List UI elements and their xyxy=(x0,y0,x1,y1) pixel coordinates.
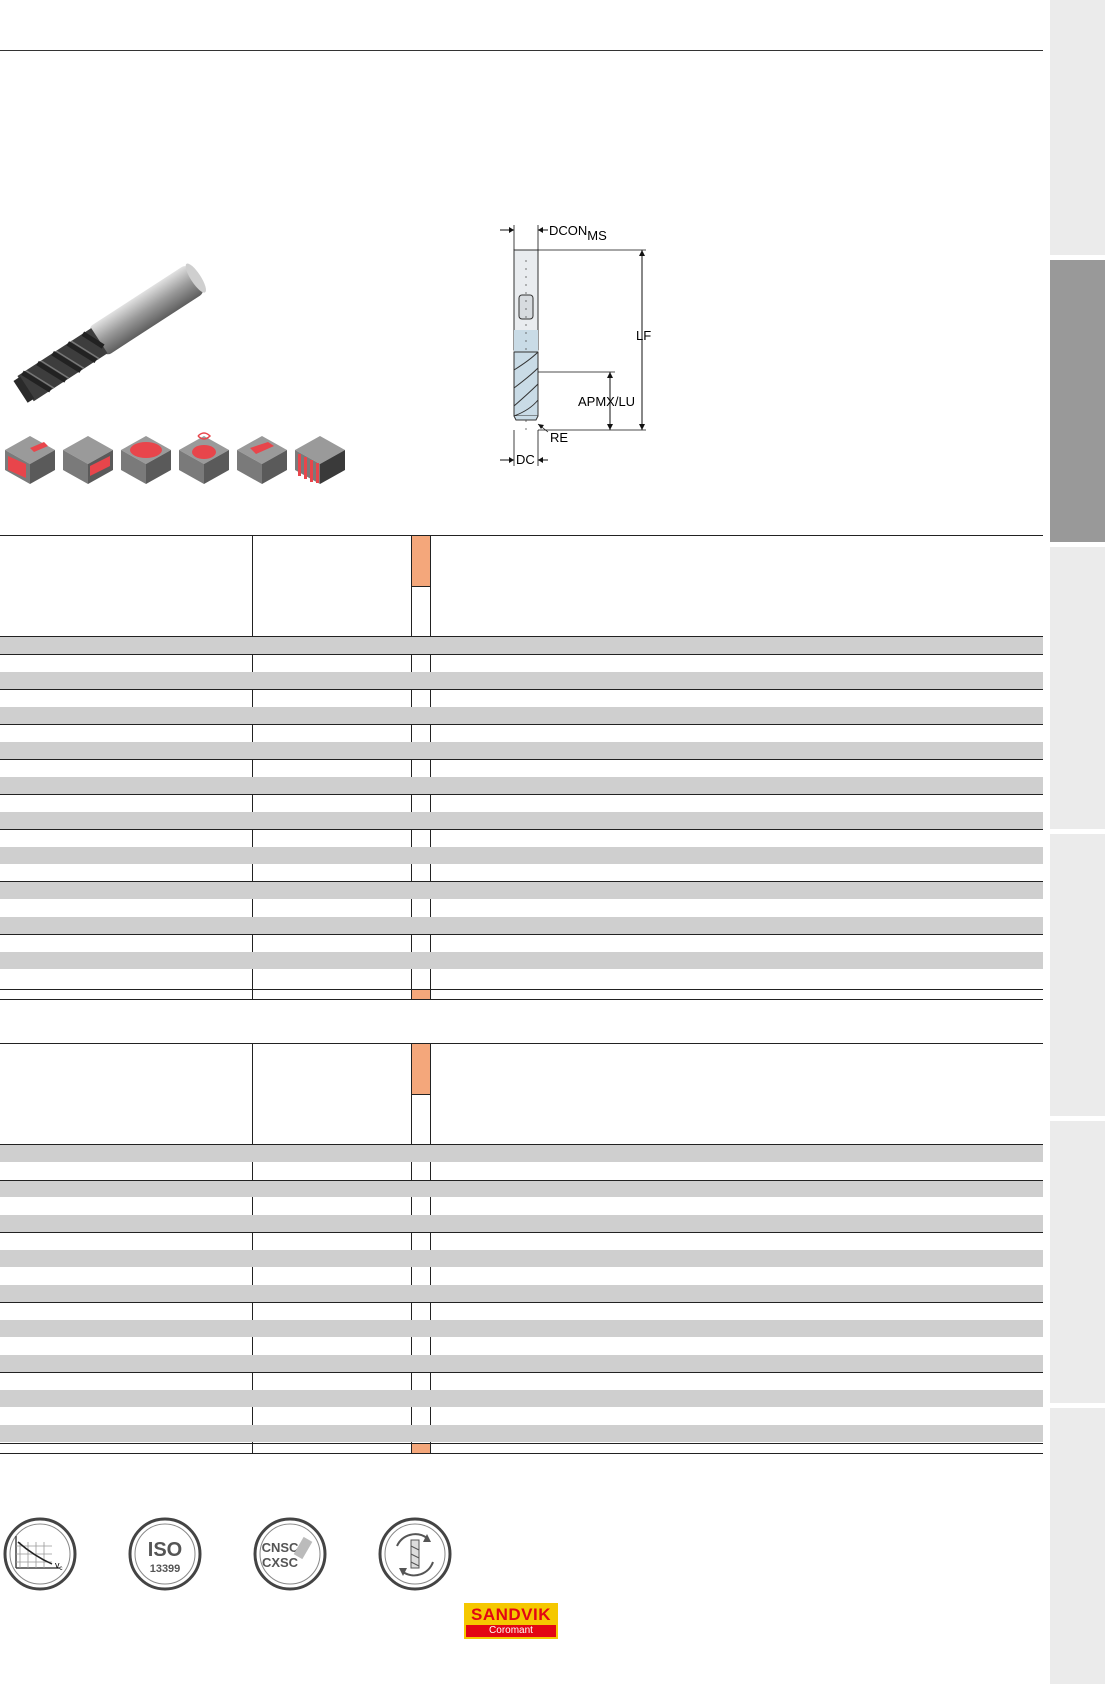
side-tab-6[interactable] xyxy=(1050,1408,1105,1684)
iso-13399-icon[interactable] xyxy=(130,1519,200,1589)
end-mill-photo xyxy=(0,255,225,415)
dc-label: DC xyxy=(516,452,535,467)
pocketing-icon xyxy=(121,436,171,484)
sandvik-coromant-logo xyxy=(464,1603,558,1639)
table-row xyxy=(0,1180,1043,1197)
svg-text:CXSC: CXSC xyxy=(261,1555,299,1570)
side-tab-1[interactable] xyxy=(1050,0,1105,255)
table-row xyxy=(0,637,1043,654)
table-row xyxy=(0,1215,1043,1232)
table-row xyxy=(0,1285,1043,1302)
table-row xyxy=(0,1145,1043,1162)
side-milling-icon xyxy=(295,436,345,484)
table-row xyxy=(0,847,1043,864)
table-row xyxy=(0,917,1043,934)
lf-label: LF xyxy=(636,328,652,343)
table-row xyxy=(0,882,1043,899)
product-table-2 xyxy=(0,1043,1043,1454)
footer-icons xyxy=(0,1516,460,1596)
logo-sub: Coromant xyxy=(489,1625,533,1636)
slot-milling-icon xyxy=(237,436,287,484)
cutting-data-chart-icon[interactable] xyxy=(5,1519,75,1589)
dcon-label: DCONMS xyxy=(549,223,607,243)
table-row xyxy=(0,1355,1043,1372)
table-row xyxy=(0,952,1043,969)
re-label: RE xyxy=(550,430,569,445)
svg-text:CNSC: CNSC xyxy=(261,1540,299,1555)
table-2-accent-top xyxy=(412,1044,430,1094)
side-tab-4[interactable] xyxy=(1050,834,1105,1116)
helical-ramping-icon xyxy=(179,433,229,484)
side-tab-2-active[interactable] xyxy=(1050,260,1105,542)
dimension-drawing xyxy=(490,220,690,470)
tool-regrind-icon[interactable] xyxy=(380,1519,450,1589)
side-tab-5[interactable] xyxy=(1050,1121,1105,1403)
cnsc-cxsc-icon[interactable] xyxy=(255,1519,325,1589)
side-tab-3[interactable] xyxy=(1050,547,1105,829)
operations-icons xyxy=(0,430,345,490)
table-row xyxy=(0,777,1043,794)
table-row xyxy=(0,742,1043,759)
table-row xyxy=(0,1425,1043,1442)
table-row xyxy=(0,1320,1043,1337)
header-rule xyxy=(0,50,1043,51)
table-row xyxy=(0,672,1043,689)
logo-name: SANDVIK xyxy=(466,1605,556,1625)
table-row xyxy=(0,1390,1043,1407)
table-row xyxy=(0,812,1043,829)
table-row xyxy=(0,707,1043,724)
svg-text:13399: 13399 xyxy=(149,1563,181,1575)
svg-text:vc: $v_c$ xyxy=(55,1560,63,1572)
profiling-icon xyxy=(63,436,113,484)
svg-text:ISO: ISO xyxy=(147,1539,183,1561)
shoulder-milling-icon xyxy=(5,436,55,484)
product-table-1 xyxy=(0,535,1043,1000)
table-1-accent-top xyxy=(412,536,430,586)
apmx-lu-label: APMX/LU xyxy=(578,394,636,409)
table-row xyxy=(0,1250,1043,1267)
